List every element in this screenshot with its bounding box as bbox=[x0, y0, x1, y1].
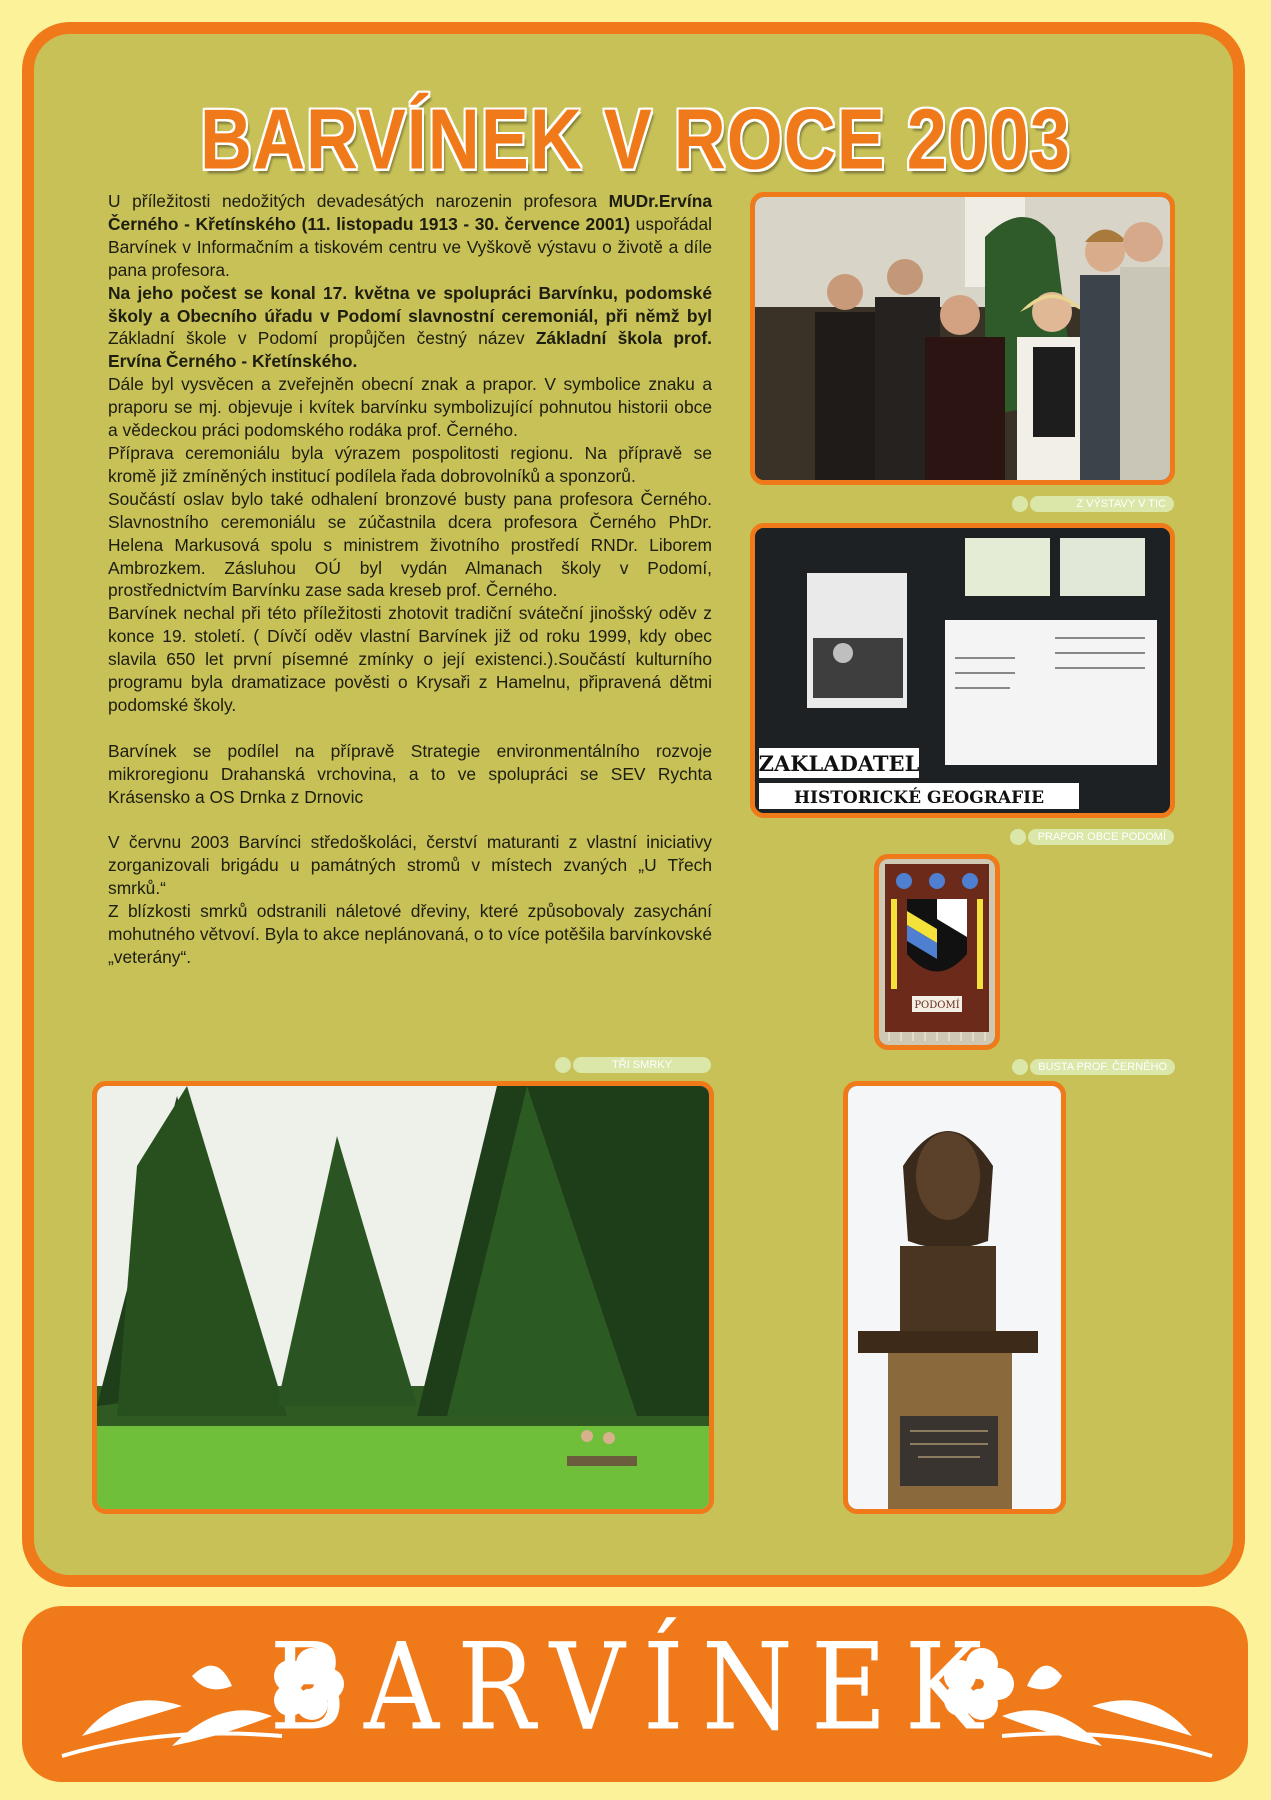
paragraph-trees: Z blízkosti smrků odstranili náletové dřeviny, které způsobovaly zasychání mohutného větvoví. Byla to akce neplánovaná, o to více potěšila barvínkovské „veterány“. bbox=[108, 901, 712, 967]
paragraph-costume: Barvínek nechal při této příležitosti zhotovit tradiční sváteční jinošský oděv z konce 19. století. ( Dívčí oděv vlastní Barvínek již od roku 1999, kdy obec slavila 650 let první písemné zmínky o její existenci.).Součástí kulturního programu byla dramatizace pověsti o Krysaři z Hamelnu, připravená dětmi podomské školy. bbox=[108, 603, 712, 715]
page-title: BARVÍNEK V ROCE 2003 bbox=[200, 93, 1071, 188]
flag-label: PODOMÍ bbox=[914, 1000, 960, 1011]
exhibition-caption: Z VÝSTAVY V TIC bbox=[1030, 496, 1174, 512]
flag-photo bbox=[874, 854, 1000, 1050]
board-line2: HISTORICKÉ GEOGRAFIE bbox=[793, 788, 1045, 808]
paragraph-preparation: Příprava ceremoniálu byla výrazem pospolitosti regionu. Na přípravě se kromě již zmíněných institucí podílela řada dobrovolníků a sponzorů. bbox=[108, 442, 712, 486]
bust-photo bbox=[843, 1081, 1066, 1514]
exhibition-photo bbox=[750, 192, 1175, 485]
paragraph-strategy: Barvínek se podílel na přípravě Strategie environmentálního rozvoje mikroregionu Drahanská vrchovina, a to ve spolupráci se SEV Rychta Krásensko a OS Drnka z Drnovic bbox=[108, 740, 712, 807]
board-photo bbox=[750, 523, 1175, 818]
paragraph-coat-of-arms: Dále byl vysvěcen a zveřejněn obecní znak a prapor. V symbolice znaku a praporu se mj. objevuje i kvítek barvínku symbolizující pohnutou historii obce a vědeckou práci podomského rodáka prof. Černého. bbox=[108, 374, 712, 441]
board-caption: PRAPOR OBCE PODOMÍ bbox=[1028, 829, 1174, 845]
paragraph-exhibition: U příležitosti nedožitých devadesátých narozenin profesora MUDr.Ervína Černého - Křetínského (11. listopadu 1913 - 30. července 2001) uspořádal Barvínek v Informačním a tiskovém centru ve Vyškově výstavu o životě a díle pana profesora. bbox=[108, 191, 713, 280]
paragraph-ceremony: Na jeho počest se konal 17. května ve spolupráci Barvínku, podomské školy a Obecního úřadu v Podomí slavnostní ceremoniál, při němž byl Základní škole v Podomí propůjčen čestný název Základní škola prof. Ervína Černého - Křetínského. bbox=[108, 282, 712, 372]
article-text bbox=[108, 190, 712, 969]
footer-banner bbox=[22, 1606, 1248, 1782]
trees-caption: TŘI SMRKY bbox=[573, 1057, 711, 1073]
trees-photo bbox=[92, 1081, 714, 1514]
footer-logo-text: BARVÍNEK bbox=[269, 1616, 1001, 1758]
flag-caption: BUSTA PROF. ČERNÉHO bbox=[1030, 1059, 1175, 1075]
board-line1: ZAKLADATEL bbox=[758, 751, 920, 776]
paragraph-brigade: V červnu 2003 Barvínci středoškoláci, čerství maturanti z vlastní iniciativy zorganizovali brigádu u památných stromů v místech zvaných „U Třech smrků.“ bbox=[108, 832, 712, 899]
paragraph-bust: Součástí oslav bylo také odhalení bronzové busty pana profesora Černého. Slavnostního ceremoniálu se zúčastnila dcera profesora Černého PhDr. Helena Markusová spolu s ministrem životního prostředí RNDr. Liborem Ambrozkem. Zásluhou OÚ byl vydán Almanach školy v Podomí, prostřednictvím Barvínku zase sada kreseb prof. Černého. bbox=[108, 488, 712, 601]
